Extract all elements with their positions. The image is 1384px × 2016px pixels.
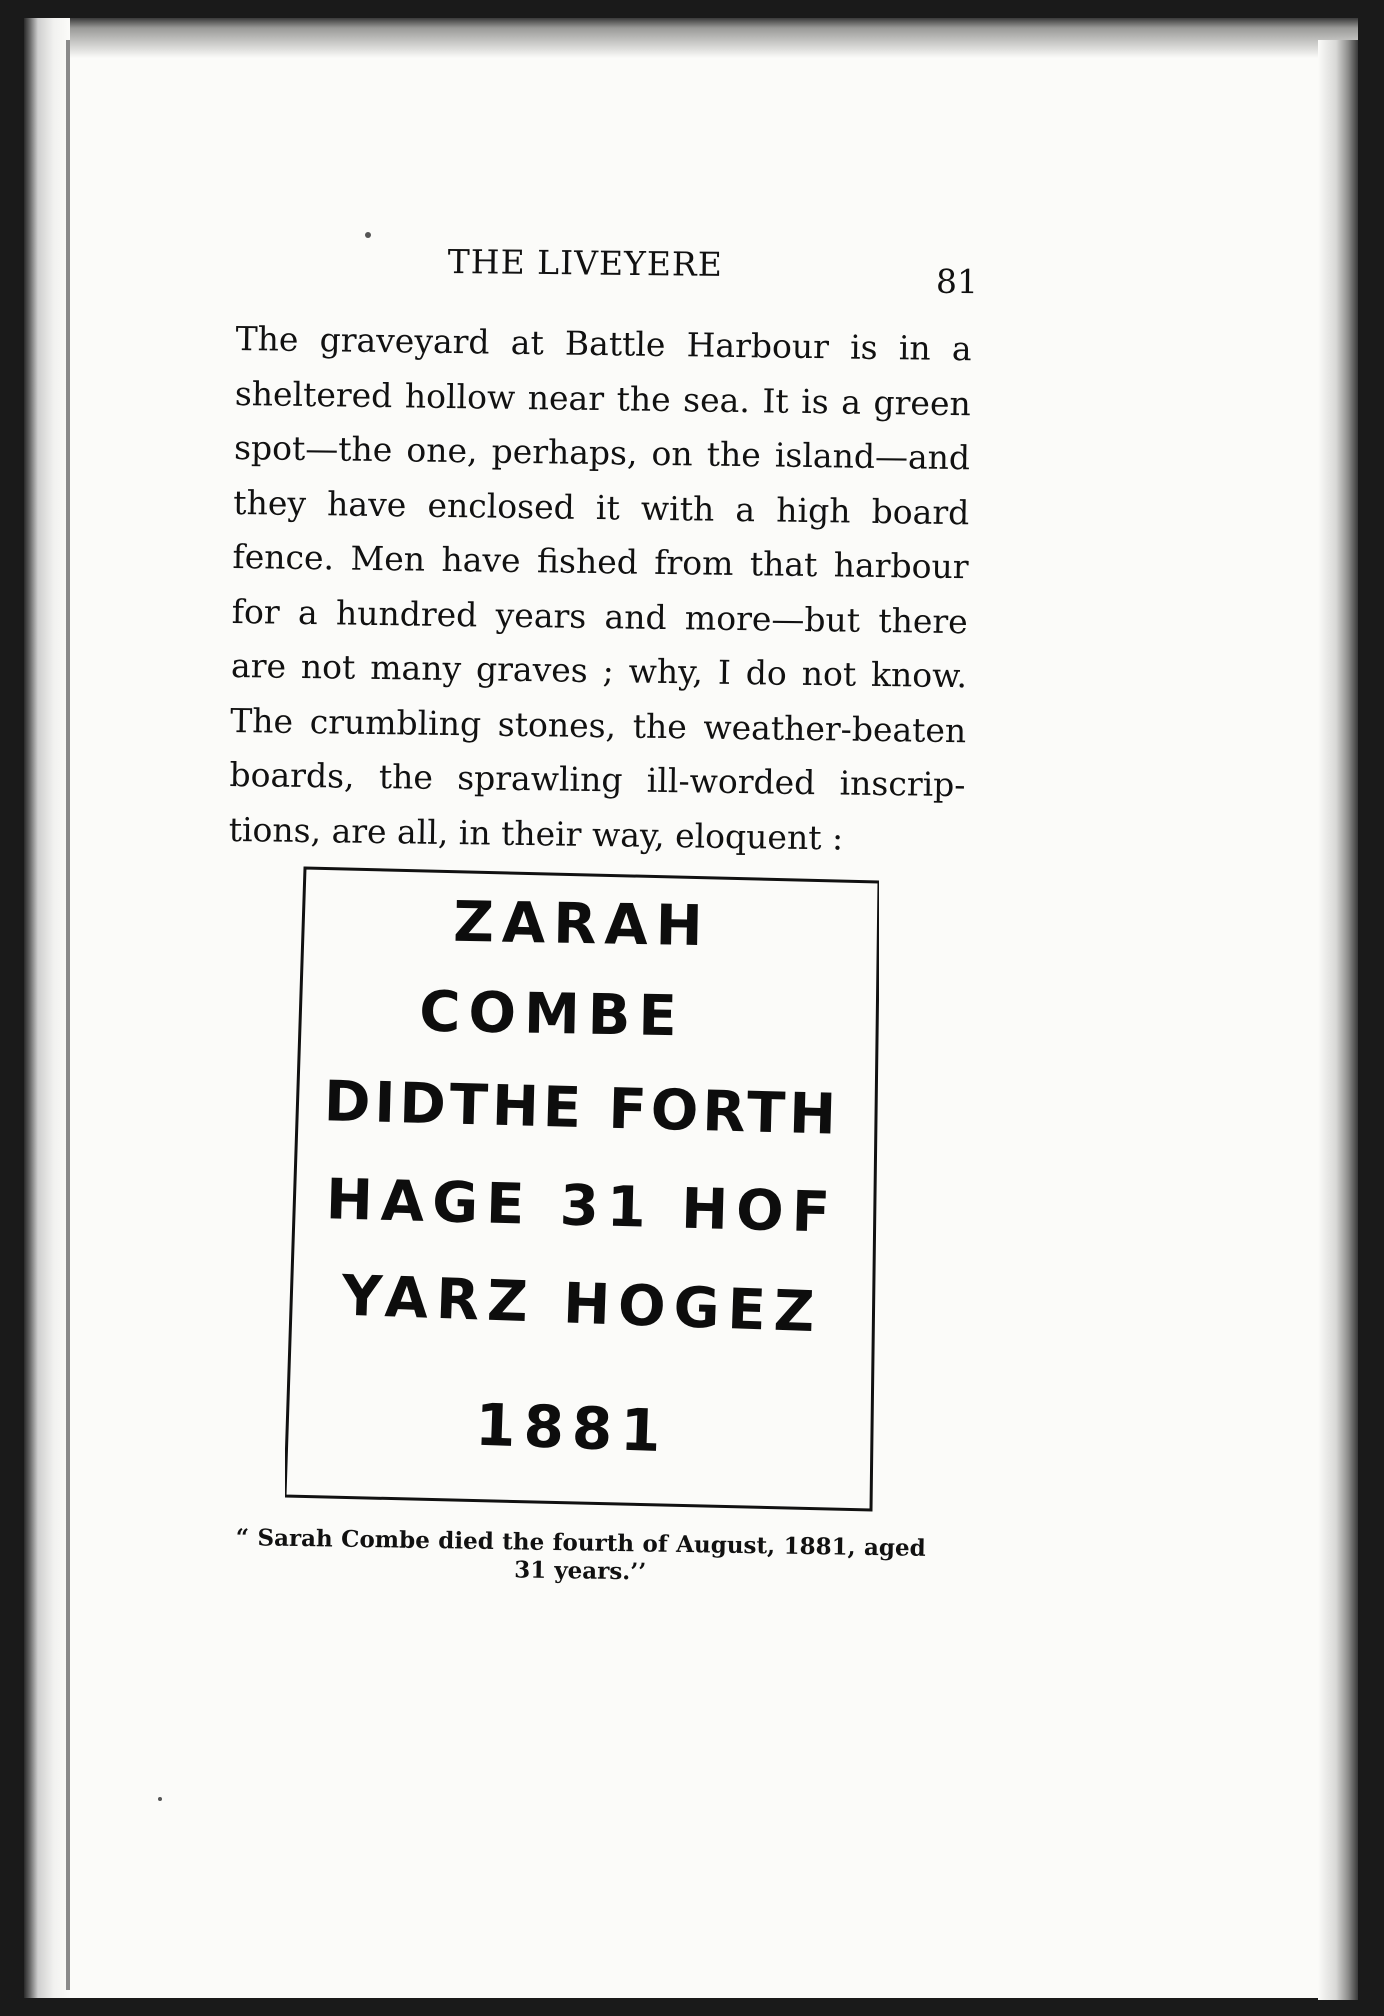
print-speck (365, 232, 371, 238)
running-head: THE LIVEYERE (447, 242, 724, 284)
inscription-line: HAGE 31 HOF (325, 1167, 839, 1246)
body-line: The graveyard at Battle Harbour is in a (235, 318, 972, 369)
inscription-line: YARZ HOGEZ (340, 1263, 824, 1346)
body-line: fence. Men have fished from that harbour (232, 536, 969, 587)
inscription-line: COMBE (418, 979, 686, 1050)
body-line: The crumbling stones, the weather-beaten (230, 700, 967, 750)
inscription-line: 1881 (474, 1390, 670, 1466)
inscription-line: ZARAH (452, 889, 712, 960)
body-line: are not many graves ; why, I do not know. (230, 645, 968, 696)
figure-caption (235, 1524, 926, 1591)
body-line: they have enclosed it with a high board (233, 482, 970, 532)
binding-edge (24, 18, 70, 1998)
inscription-line: DIDTHE FORTH (323, 1069, 841, 1148)
page-top-shadow (70, 18, 1358, 58)
body-paragraph (228, 312, 972, 867)
body-line: for a hundred years and more—but there (231, 591, 969, 641)
body-line: spot—the one, perhaps, on the island—and (233, 427, 971, 478)
page-fore-edge (1318, 40, 1358, 2000)
body-line: sheltered hollow near the sea. It is a green (234, 373, 972, 423)
grave-inscription-figure (285, 864, 879, 1512)
caption-line: “ Sarah Combe died the fourth of August, 1881, aged (235, 1524, 926, 1562)
caption-line: 31 years.’’ (514, 1556, 647, 1586)
binding-line (66, 40, 70, 1990)
body-line: boards, the sprawling ill-worded inscrip- (229, 754, 966, 805)
body-line: tions, are all, in their way, eloquent : (228, 809, 844, 858)
print-speck (158, 1797, 162, 1801)
page-number: 81 (935, 261, 979, 302)
